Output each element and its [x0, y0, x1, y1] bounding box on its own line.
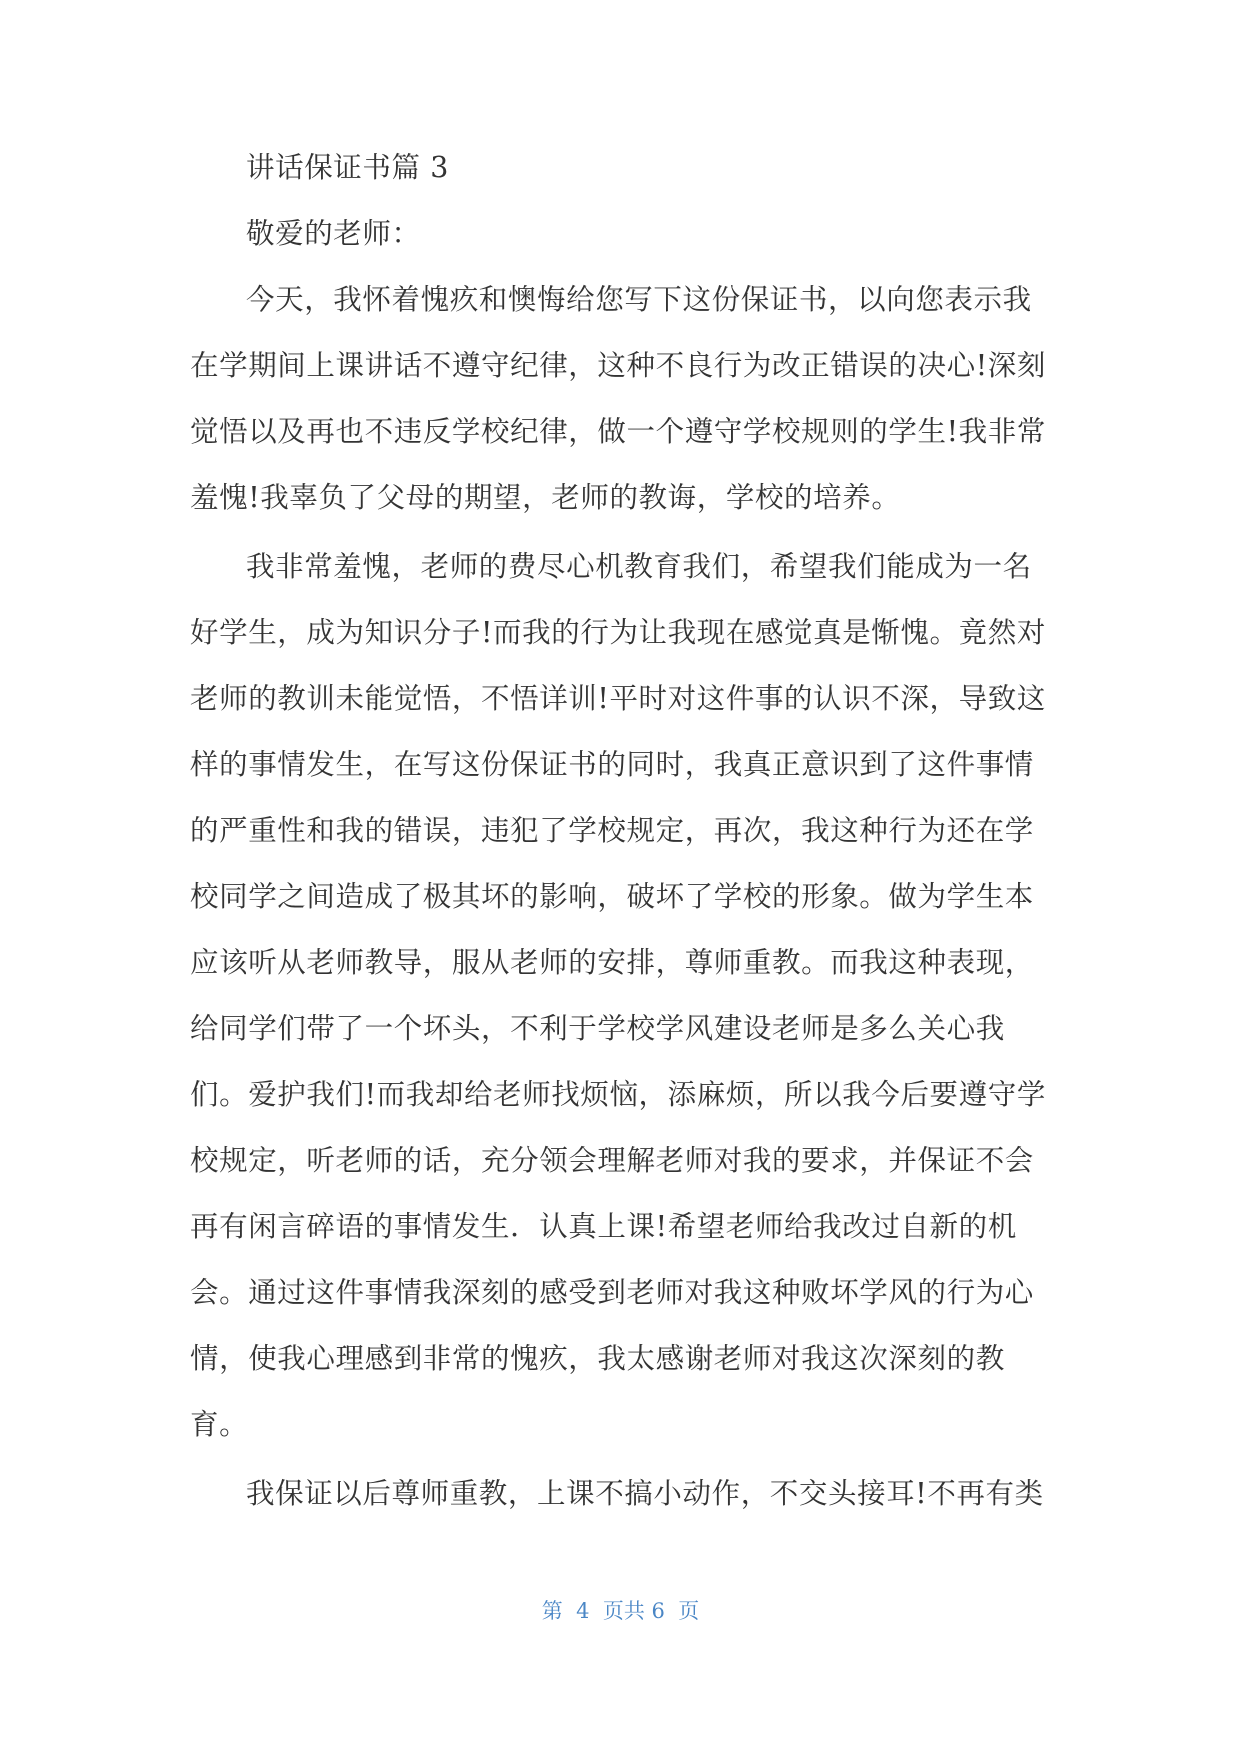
text-line: 情，使我心理感到非常的愧疚，我太感谢老师对我这次深刻的教: [190, 1342, 1005, 1375]
text-line: 在学期间上课讲话不遵守纪律，这种不良行为改正错误的决心!深刻: [190, 349, 1046, 382]
text-line: 再有闲言碎语的事情发生．认真上课!希望老师给我改过自新的机: [190, 1210, 1017, 1243]
text-line: 我保证以后尊师重教，上课不搞小动作，不交头接耳!不再有类: [246, 1477, 1044, 1510]
text-line: 我非常羞愧，老师的费尽心机教育我们，希望我们能成为一名: [246, 550, 1032, 583]
section-heading: 讲话保证书篇 3: [246, 151, 449, 184]
text-line: 应该听从老师教导，服从老师的安排，尊师重教。而我这种表现，: [190, 946, 1034, 979]
text-line: 觉悟以及再也不违反学校纪律，做一个遵守学校规则的学生!我非常: [190, 415, 1046, 448]
salutation: 敬爱的老师：: [246, 217, 421, 250]
text-line: 老师的教训未能觉悟，不悟详训!平时对这件事的认识不深，导致这: [190, 682, 1046, 715]
text-line: 校规定，听老师的话，充分领会理解老师对我的要求，并保证不会: [190, 1144, 1034, 1177]
text-line: 给同学们带了一个坏头，不利于学校学风建设老师是多么关心我: [190, 1012, 1005, 1045]
text-line: 们。爱护我们!而我却给老师找烦恼，添麻烦，所以我今后要遵守学: [190, 1078, 1046, 1111]
text-line: 羞愧!我辜负了父母的期望，老师的教诲，学校的培养。: [190, 481, 901, 514]
text-line: 的严重性和我的错误，违犯了学校规定，再次，我这种行为还在学: [190, 814, 1034, 847]
page-number-footer: 第 4 页共 6 页: [541, 1599, 700, 1623]
text-line: 育。: [190, 1408, 249, 1441]
text-line: 样的事情发生，在写这份保证书的同时，我真正意识到了这件事情: [190, 748, 1034, 781]
text-line: 好学生，成为知识分子!而我的行为让我现在感觉真是惭愧。竟然对: [190, 616, 1046, 649]
text-line: 校同学之间造成了极其坏的影响，破坏了学校的形象。做为学生本: [190, 880, 1034, 913]
text-line: 今天，我怀着愧疚和懊悔给您写下这份保证书，以向您表示我: [246, 283, 1032, 316]
text-line: 会。通过这件事情我深刻的感受到老师对我这种败坏学风的行为心: [190, 1276, 1034, 1309]
